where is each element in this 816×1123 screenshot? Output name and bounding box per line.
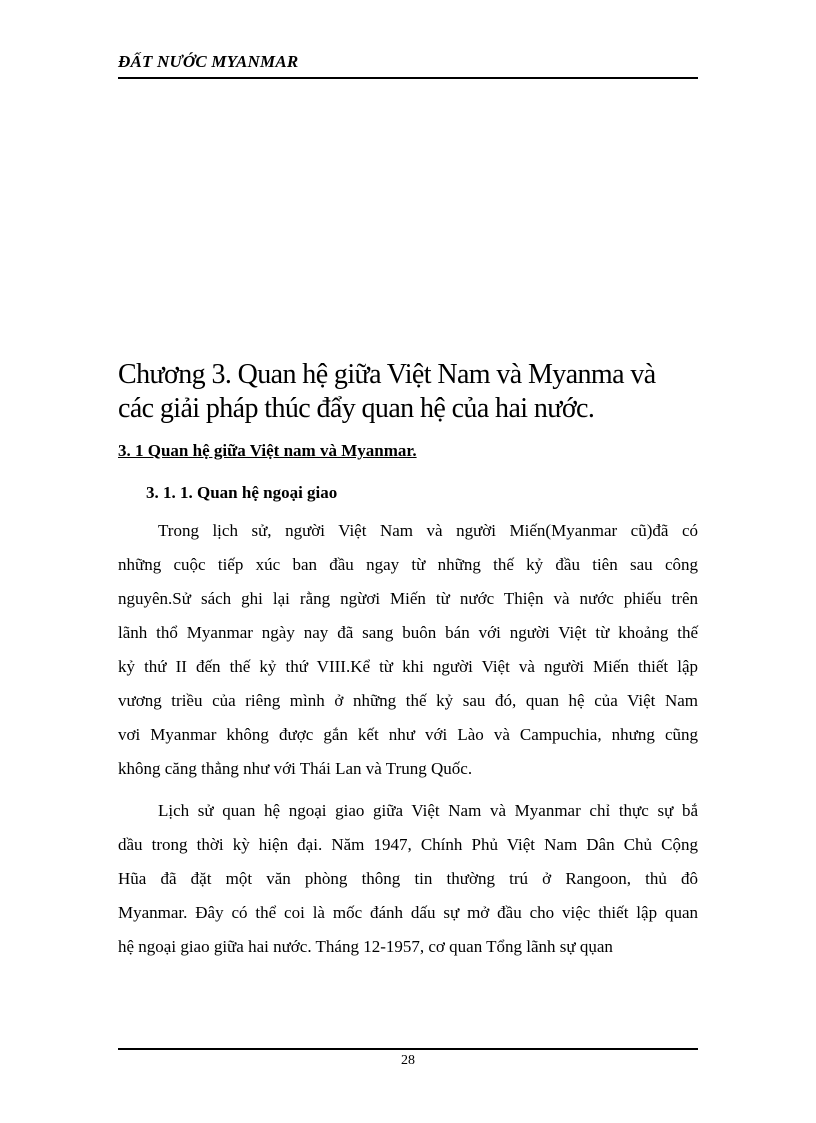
text-line: những cuộc tiếp xúc ban đầu ngay từ những thế kỷ đầu tiên sau công bbox=[118, 555, 698, 574]
page-footer bbox=[118, 1048, 698, 1080]
text-line: hệ ngoại giao giữa hai nước. Tháng 12-1957, cơ quan Tổng lãnh sự qụan bbox=[118, 937, 613, 956]
chapter-title bbox=[118, 358, 708, 426]
section-heading: 3. 1 Quan hệ giữa Việt nam và Myanmar. bbox=[118, 441, 417, 460]
text-line: vơi Myanmar không được gắn kết như với Lào và Campuchia, nhưng cũng bbox=[118, 725, 698, 744]
text-line: lãnh thổ Myanmar ngày nay đã sang buôn bán với người Việt từ khoảng thế bbox=[118, 623, 698, 642]
text-line: Hũa đã đặt một văn phòng thông tin thường trú ở Rangoon, thủ đô bbox=[118, 869, 698, 888]
text-line: Trong lịch sử, người Việt Nam và người Miến(Myanmar cũ)đã có bbox=[158, 521, 698, 540]
chapter-title-line: các giải pháp thúc đẩy quan hệ của hai nước. bbox=[118, 393, 595, 424]
page-number: 28 bbox=[401, 1053, 415, 1068]
page-header bbox=[118, 50, 698, 79]
text-line: kỷ thứ II đến thế kỷ thứ VIII.Kể từ khi người Việt và người Miến thiết lập bbox=[118, 657, 698, 676]
subsection-heading: 3. 1. 1. Quan hệ ngoại giao bbox=[146, 483, 338, 502]
text-line: vương triều của riêng mình ở những thế kỷ sau đó, quan hệ của Việt Nam bbox=[118, 691, 698, 710]
text-line: Myanmar. Đây có thể coi là mốc đánh dấu sự mở đầu cho việc thiết lập quan bbox=[118, 903, 698, 922]
header-title: ĐẤT NƯỚC MYANMAR bbox=[118, 52, 299, 71]
text-line: dầu trong thời kỳ hiện đại. Năm 1947, Chính Phủ Việt Nam Dân Chủ Cộng bbox=[118, 835, 698, 854]
text-line: không căng thẳng như với Thái Lan và Trung Quốc. bbox=[118, 759, 473, 778]
chapter-title-line: Chương 3. Quan hệ giữa Việt Nam và Myanma và bbox=[118, 359, 656, 390]
text-line: Lịch sử quan hệ ngoại giao giữa Việt Nam và Myanmar chỉ thực sự bắ bbox=[158, 801, 698, 820]
text-line: nguyên.Sử sách ghi lại rằng ngừơi Miến từ nước Thiện và nước phiếu trên bbox=[118, 589, 698, 608]
